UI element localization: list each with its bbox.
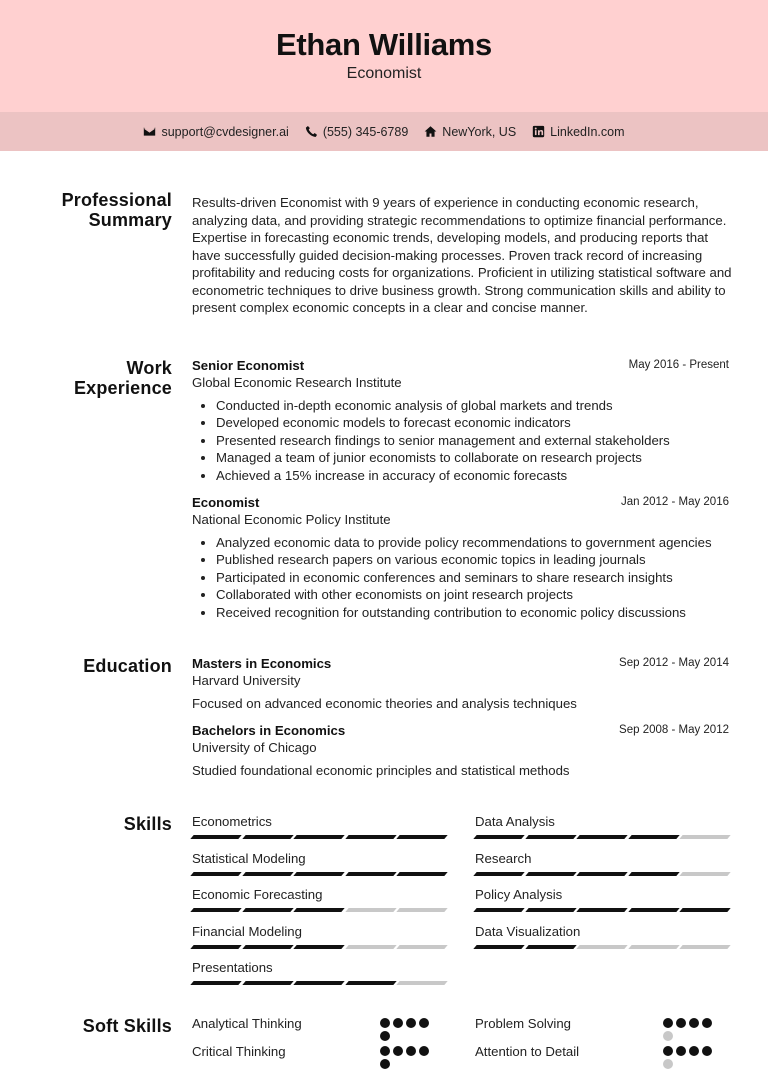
skill-segment-filled: [190, 945, 241, 949]
skill-item: [475, 924, 729, 949]
linkedin-icon: [532, 125, 545, 138]
skill-level-bar: [192, 835, 446, 839]
job-bullet: • Achieved a 15% increase in accuracy of economic forecasts: [216, 467, 729, 484]
soft-skill-name: Analytical Thinking: [192, 1016, 302, 1031]
envelope-icon: [143, 125, 156, 138]
skill-segment-filled: [628, 908, 679, 912]
rating-dot-filled: [419, 1018, 429, 1028]
skill-name: Research: [475, 851, 532, 866]
skill-segment-empty: [577, 945, 628, 949]
section-title-soft-skills: Soft Skills: [82, 1016, 172, 1036]
rating-dot-empty: [663, 1059, 673, 1069]
skill-segment-empty: [345, 908, 396, 912]
skill-segment-empty: [680, 872, 731, 876]
skill-segment-filled: [577, 872, 628, 876]
skill-item: [192, 960, 446, 985]
skill-segment-filled: [577, 908, 628, 912]
rating-dot-filled: [419, 1046, 429, 1056]
skill-name: Statistical Modeling: [192, 851, 306, 866]
skill-segment-filled: [242, 872, 293, 876]
skill-level-bar: [475, 945, 729, 949]
skill-segment-filled: [242, 835, 293, 839]
skill-name: Economic Forecasting: [192, 887, 323, 902]
skill-segment-filled: [628, 872, 679, 876]
contact-location: [424, 125, 516, 139]
job-dates: Jan 2012 - May 2016: [620, 496, 729, 508]
skill-name: Data Visualization: [475, 924, 581, 939]
job-bullet: • Presented research findings to senior management and external stakeholders: [216, 432, 729, 449]
skill-level-bar: [192, 945, 446, 949]
skill-segment-filled: [190, 908, 241, 912]
skill-name: Presentations: [192, 960, 273, 975]
school-name: Harvard University: [192, 673, 301, 688]
rating-dot-filled: [663, 1018, 673, 1028]
soft-skill-item: [475, 1016, 729, 1040]
skill-segment-filled: [525, 835, 576, 839]
skill-segment-filled: [345, 835, 396, 839]
school-name: University of Chicago: [192, 740, 317, 755]
section-title-skills: Skills: [123, 814, 172, 834]
skill-segment-filled: [525, 872, 576, 876]
rating-dot-filled: [663, 1046, 673, 1056]
contact-email-text: support@cvdesigner.ai: [161, 124, 289, 139]
section-title-experience: Work Experience: [73, 358, 172, 398]
job-bullets: [192, 534, 729, 621]
skill-segment-filled: [397, 835, 448, 839]
job-company: National Economic Policy Institute: [192, 512, 391, 527]
skill-segment-filled: [190, 835, 241, 839]
skill-item: [475, 851, 729, 876]
rating-dot-filled: [380, 1031, 390, 1041]
section-title-education: Education: [83, 656, 172, 676]
skill-segment-filled: [473, 872, 524, 876]
rating-dot-filled: [380, 1059, 390, 1069]
skill-segment-empty: [680, 945, 731, 949]
skill-segment-filled: [473, 835, 524, 839]
rating-dot-filled: [676, 1018, 686, 1028]
skill-level-bar: [192, 981, 446, 985]
job-bullet: • Received recognition for outstanding contribution to economic policy discussions: [216, 604, 729, 621]
skill-segment-empty: [680, 835, 731, 839]
education-description: Focused on advanced economic theories and analysis techniques: [192, 696, 577, 711]
phone-icon: [305, 125, 318, 138]
skill-segment-filled: [473, 945, 524, 949]
skill-name: Financial Modeling: [192, 924, 302, 939]
rating-dot-filled: [393, 1018, 403, 1028]
skill-segment-filled: [190, 981, 241, 985]
job-bullets: [192, 397, 729, 484]
skill-level-bar: [475, 908, 729, 912]
rating-dot-filled: [406, 1046, 416, 1056]
skill-level-bar: [192, 908, 446, 912]
rating-dot-filled: [689, 1018, 699, 1028]
degree-title: Masters in Economics: [192, 656, 332, 671]
job-dates: May 2016 - Present: [628, 359, 729, 371]
job-company: Global Economic Research Institute: [192, 375, 402, 390]
contact-linkedin-text: LinkedIn.com: [550, 124, 625, 139]
job-title: Senior Economist: [192, 358, 305, 373]
skill-segment-filled: [294, 981, 345, 985]
skill-item: [475, 887, 729, 912]
skill-segment-filled: [294, 945, 345, 949]
skill-segment-filled: [628, 835, 679, 839]
skill-segment-empty: [628, 945, 679, 949]
skill-segment-filled: [345, 872, 396, 876]
job-bullet: • Developed economic models to forecast economic indicators: [216, 414, 729, 431]
skill-segment-filled: [577, 835, 628, 839]
skill-segment-filled: [242, 945, 293, 949]
skill-segment-filled: [294, 908, 345, 912]
job-title: Economist: [192, 495, 260, 510]
section-title-summary: Professional Summary: [61, 190, 172, 230]
soft-skill-name: Critical Thinking: [192, 1044, 286, 1059]
skill-item: [192, 851, 446, 876]
rating-dot-filled: [406, 1018, 416, 1028]
skill-name: Policy Analysis: [475, 887, 563, 902]
skill-segment-filled: [242, 908, 293, 912]
rating-dot-filled: [676, 1046, 686, 1056]
skill-level-bar: [475, 872, 729, 876]
rating-dot-filled: [689, 1046, 699, 1056]
candidate-name: Ethan Williams: [275, 27, 492, 62]
job-bullet: • Analyzed economic data to provide policy recommendations to government agencies: [216, 534, 729, 551]
job-bullet: • Participated in economic conferences and seminars to share research insights: [216, 569, 729, 586]
soft-skill-item: [475, 1044, 729, 1068]
skill-segment-filled: [525, 908, 576, 912]
degree-title: Bachelors in Economics: [192, 723, 346, 738]
skill-segment-filled: [680, 908, 731, 912]
rating-dot-empty: [663, 1031, 673, 1041]
candidate-title: Economist: [346, 65, 422, 82]
education-entry: [192, 722, 729, 779]
skill-segment-filled: [525, 945, 576, 949]
skill-level-bar: [192, 872, 446, 876]
skill-segment-filled: [294, 835, 345, 839]
rating-dot-filled: [393, 1046, 403, 1056]
education-entry: [192, 655, 729, 712]
rating-dot-filled: [702, 1018, 712, 1028]
rating-dot-filled: [380, 1046, 390, 1056]
skill-segment-filled: [294, 872, 345, 876]
contact-bar: [0, 112, 768, 151]
skill-name: Econometrics: [192, 814, 272, 829]
job-entry: [192, 494, 729, 621]
job-entry: [192, 357, 729, 484]
skill-segment-empty: [397, 908, 448, 912]
skill-segment-empty: [397, 981, 448, 985]
skill-item: [475, 814, 729, 839]
contact-location-text: NewYork, US: [442, 124, 517, 139]
skill-segment-empty: [397, 945, 448, 949]
skill-segment-filled: [397, 872, 448, 876]
job-bullet: • Conducted in-depth economic analysis of global markets and trends: [216, 397, 729, 414]
skill-item: [192, 814, 446, 839]
education-description: Studied foundational economic principles and statistical methods: [192, 763, 570, 778]
soft-skill-name: Attention to Detail: [475, 1044, 580, 1059]
contact-phone-text: (555) 345-6789: [322, 124, 409, 139]
skill-item: [192, 924, 446, 949]
skill-segment-filled: [242, 981, 293, 985]
education-dates: Sep 2008 - May 2012: [619, 724, 729, 736]
soft-skill-name: Problem Solving: [475, 1016, 572, 1031]
contact-email[interactable]: [143, 125, 288, 139]
contact-phone[interactable]: [305, 125, 408, 139]
skill-segment-filled: [345, 981, 396, 985]
summary-text: Results-driven Economist with 9 years of experience in conducting economic research, analyzing data, and providing strategic recommendations to optimize financial performance. Expertise in forecasting economic trends, developing models, and producing reports that have successfully guided decision-making processes. Proven track record of increasing profitability and reducing costs for organizations. Proficient in utilizing statistical software and econometric techniques to drive business growth. Strong communication skills and ability to present complex economic concepts in a clear and concise manner.: [192, 195, 732, 315]
job-bullet: • Managed a team of junior economists to collaborate on research projects: [216, 449, 729, 466]
rating-dot-filled: [380, 1018, 390, 1028]
education-dates: Sep 2012 - May 2014: [619, 657, 729, 669]
soft-skill-item: [192, 1044, 446, 1068]
skill-segment-filled: [190, 872, 241, 876]
resume-header: [0, 0, 768, 112]
skill-segment-empty: [345, 945, 396, 949]
skill-name: Data Analysis: [475, 814, 555, 829]
contact-linkedin[interactable]: [532, 125, 624, 139]
job-bullet: • Collaborated with other economists on joint research projects: [216, 586, 729, 603]
soft-skill-item: [192, 1016, 446, 1040]
skill-segment-filled: [473, 908, 524, 912]
rating-dot-filled: [702, 1046, 712, 1056]
skill-level-bar: [475, 835, 729, 839]
job-bullet: • Published research papers on various economic topics in leading journals: [216, 551, 729, 568]
skill-item: [192, 887, 446, 912]
home-icon: [424, 125, 437, 138]
